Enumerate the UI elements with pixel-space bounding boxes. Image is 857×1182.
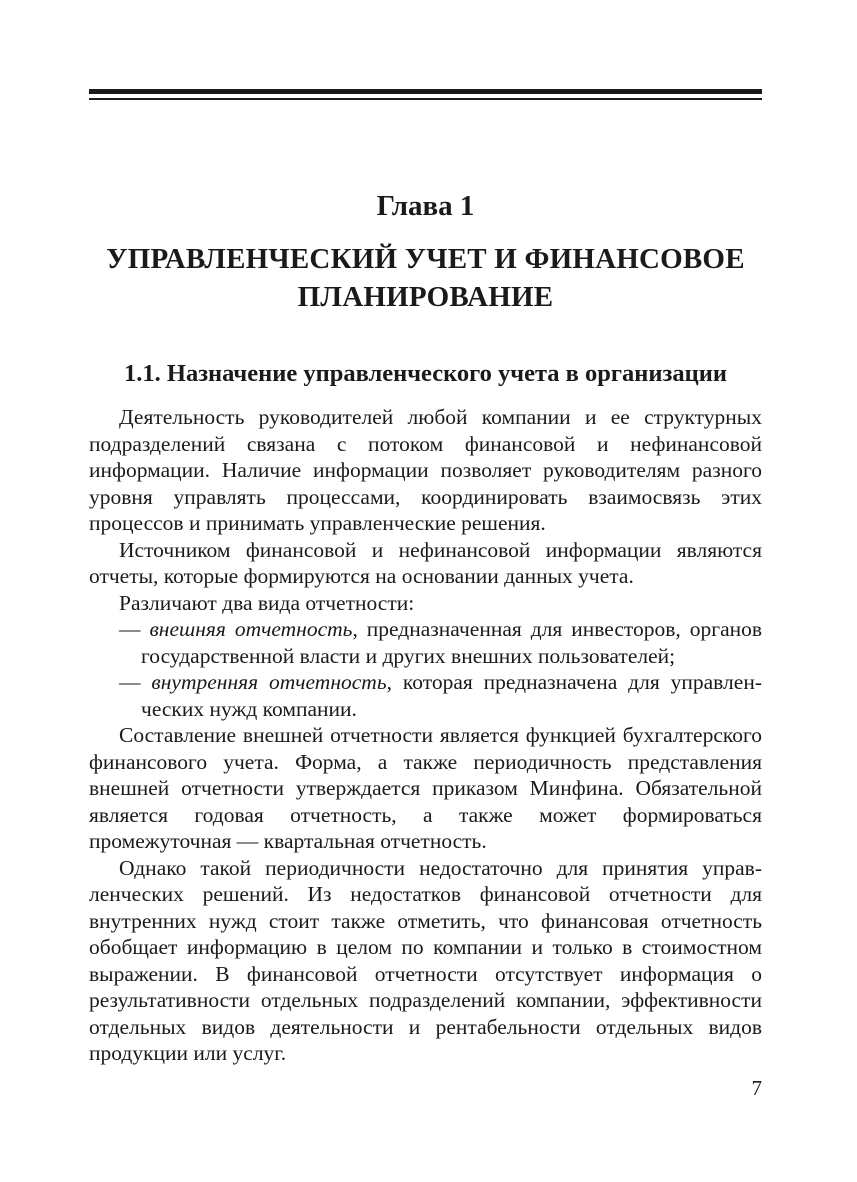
header-rule-thin (89, 98, 762, 100)
paragraph: Источником финансовой и нефинансовой информации являются отчеты, которые формируются на основании данных учета. (89, 537, 762, 588)
list-dash: — (119, 617, 141, 641)
paragraph: Однако такой периодичности недостаточно для принятия управленческих решений. Из недостатков финансовой отчетности для внутренних нужд стоит также отметить, что финансовая отчетность обобщает информацию в целом по компании и только в стоимостном выражении. В финансовой отчетности отсутствует информация о результативности отдельных подразделений компании, эффективности отдельных видов деятельности и рентабельности отдельных видов продукции или услуг. (89, 855, 762, 1065)
list-item (89, 616, 762, 669)
chapter-title (89, 240, 762, 316)
list-text: , которая предназначена для управленческих нужд компании. (141, 670, 762, 721)
body-text (89, 404, 762, 1067)
list-term: внутренняя отчетность (151, 670, 387, 694)
paragraph: Деятельность руководителей любой компании и ее структурных подразделений связана с потоком финансовой и нефинансовой информации. Наличие информации позволяет руководителям разного уровня управлять процессами, координировать взаимосвязь этих процессов и принимать управленческие решения. (89, 405, 762, 535)
list-text: , предназначенная для инвесторов, органов государственной власти и других внешних пользователей; (141, 617, 763, 668)
page-number: 7 (751, 1076, 762, 1100)
chapter-title-line-1: УПРАВЛЕНЧЕСКИЙ УЧЕТ И ФИНАНСОВОЕ (106, 243, 745, 275)
list-item (89, 669, 762, 722)
chapter-label: Глава 1 (376, 190, 475, 222)
header-rule-thick (89, 89, 762, 94)
paragraph: Составление внешней отчетности является функцией бухгалтерского финансового учета. Форма, а также периодичность представления внешней отчетности утверждается приказом Минфина. Обязательной является годовая отчетность, а также может формироваться промежуточная — квартальная отчетность. (89, 723, 762, 853)
chapter-title-line-2: ПЛАНИРОВАНИЕ (297, 281, 554, 313)
list-term: внешняя отчетность (149, 617, 353, 641)
section-heading: 1.1. Назначение управленческого учета в организации (124, 360, 727, 387)
paragraph: Различают два вида отчетности: (119, 590, 415, 615)
list-dash: — (119, 670, 141, 694)
